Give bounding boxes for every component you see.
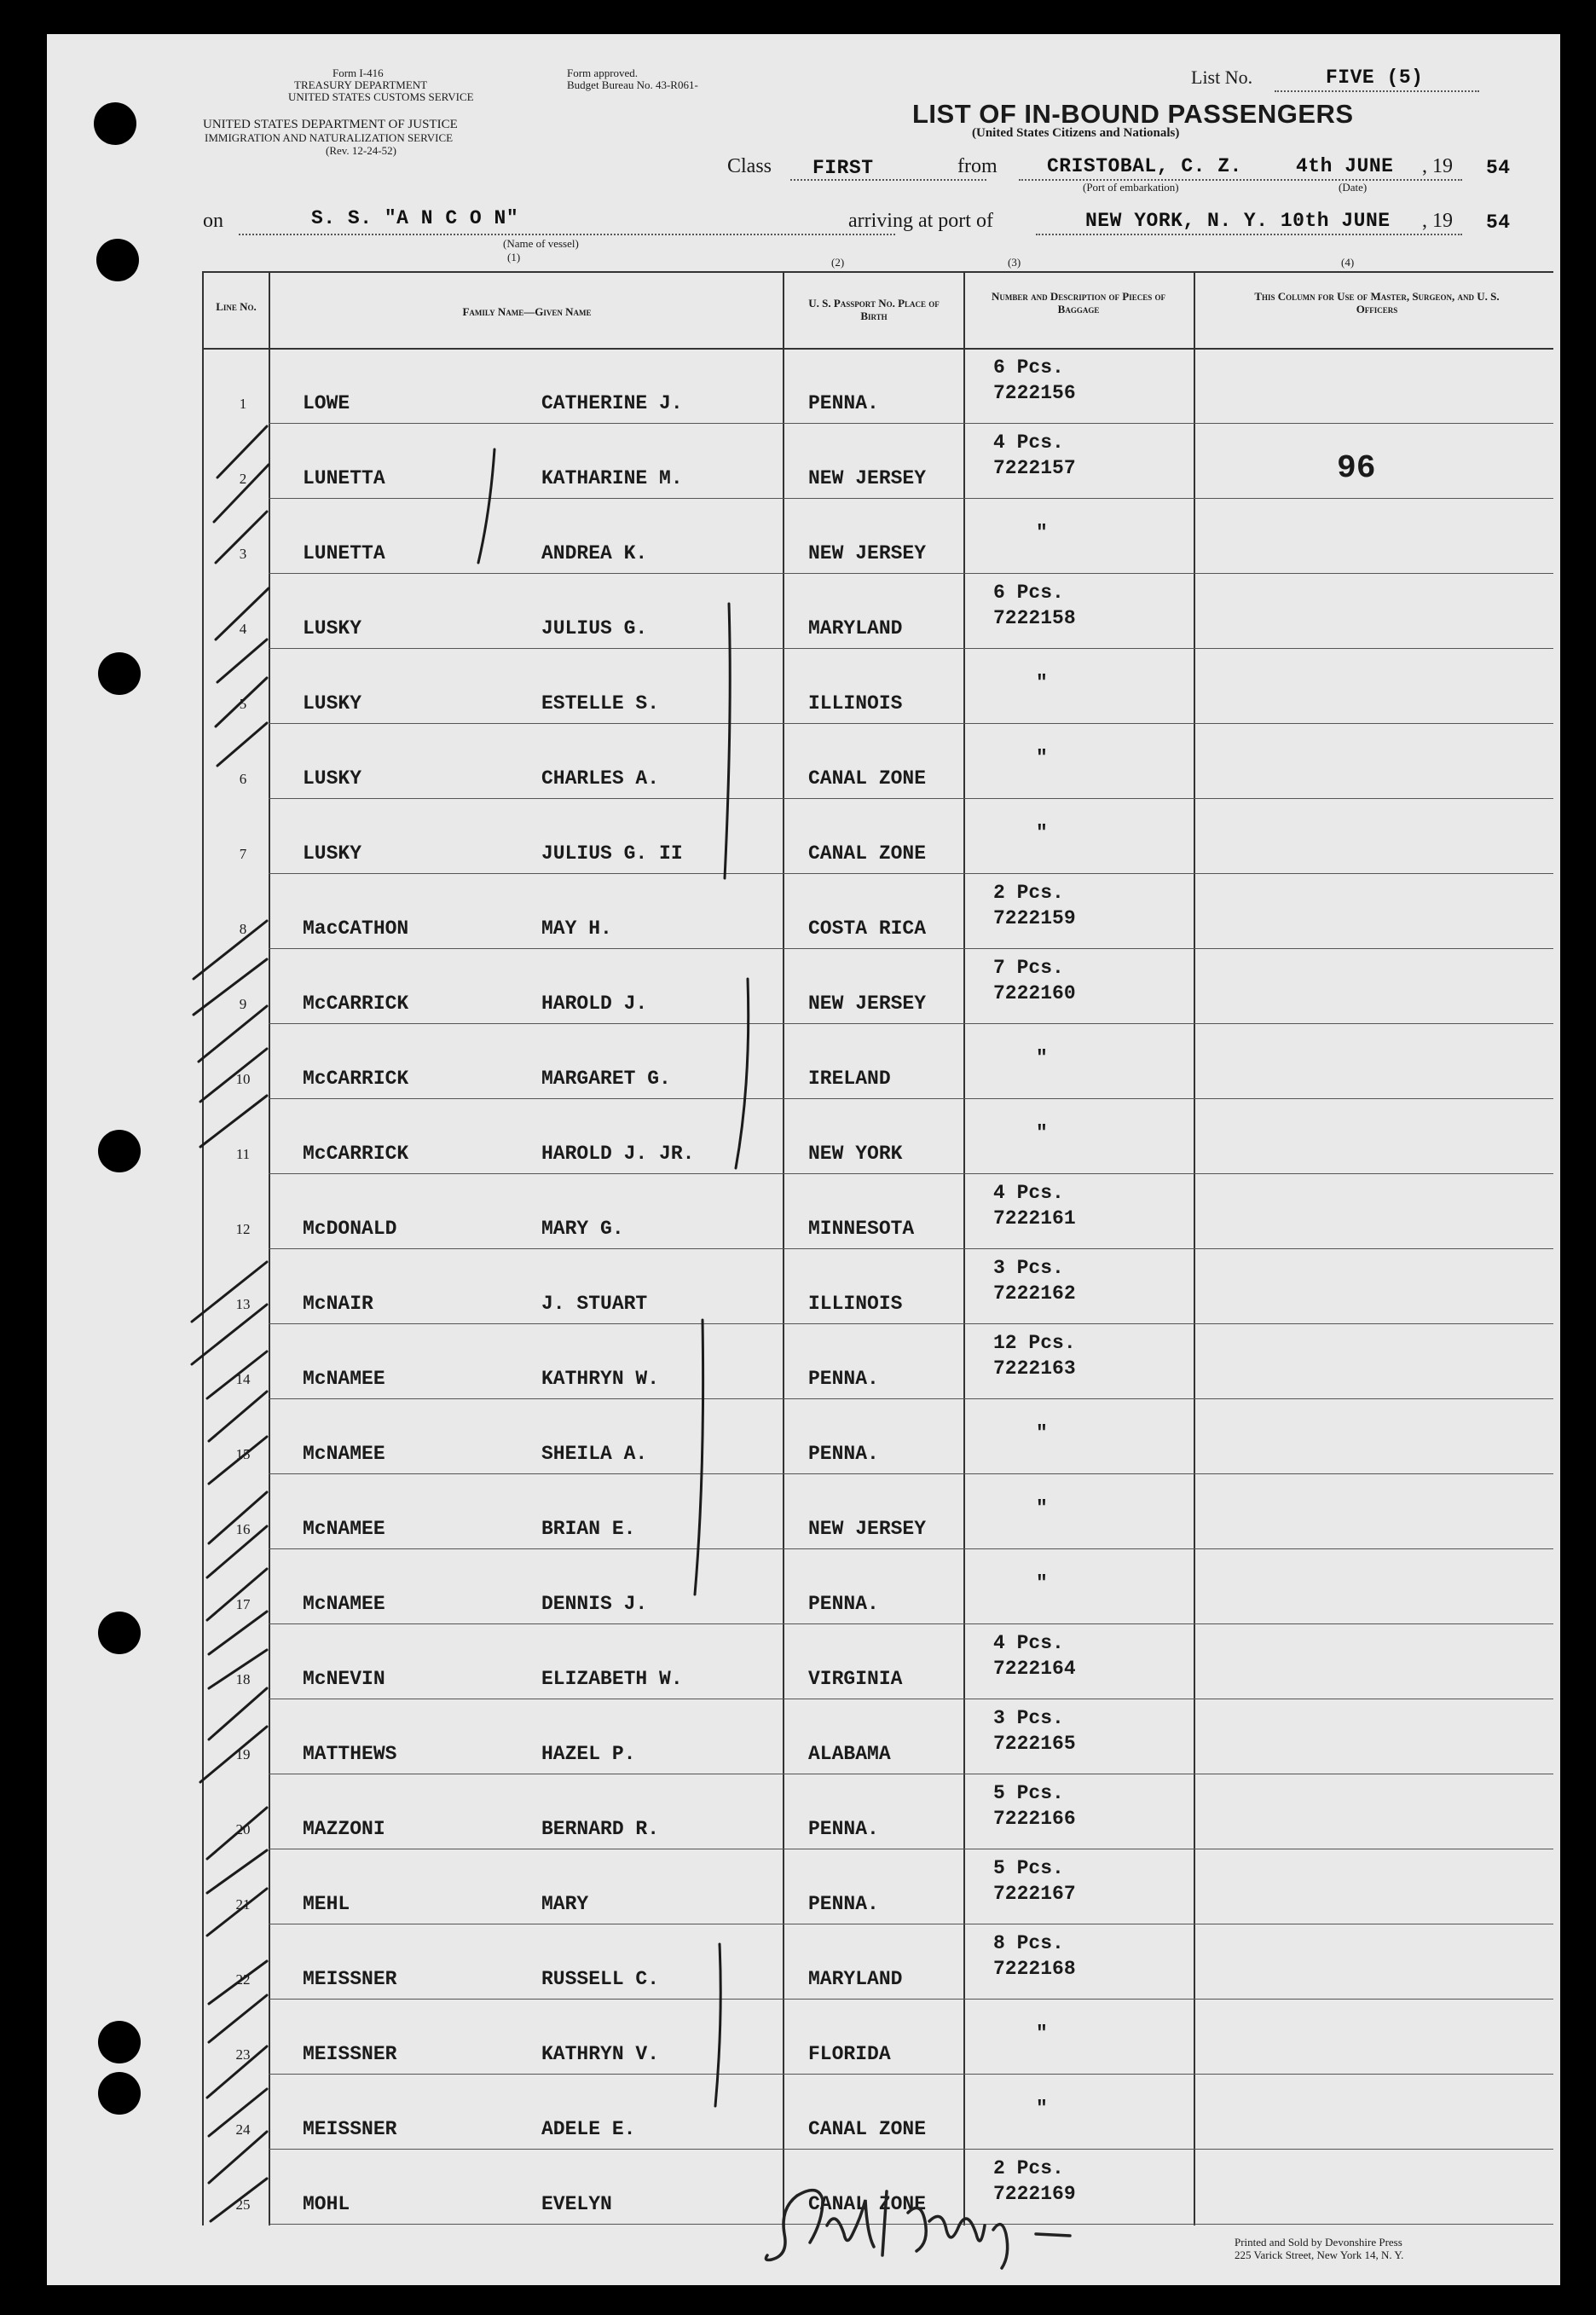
row-baggage-pieces: 3 Pcs.: [993, 1257, 1064, 1279]
row-family-name: LUNETTA: [303, 542, 385, 564]
row-place-of-birth: CANAL ZONE: [808, 767, 927, 790]
year-2: 54: [1486, 211, 1511, 234]
vessel-name: S. S. "A N C O N": [311, 207, 519, 229]
row-line-number: 24: [235, 2121, 251, 2138]
row-given-name: HAROLD J.: [541, 993, 648, 1015]
list-no-label: List No.: [1191, 67, 1253, 88]
row-baggage-ditto: ": [1036, 822, 1048, 844]
row-baggage-pieces: 5 Pcs.: [993, 1857, 1064, 1879]
row-place-of-birth: PENNA.: [808, 1443, 879, 1465]
row-line-number: 15: [235, 1446, 251, 1462]
row-family-name: LUNETTA: [303, 467, 385, 489]
row-line-number: 17: [235, 1596, 251, 1612]
row-line-number: 22: [235, 1971, 251, 1988]
officer-note: 96: [1337, 450, 1376, 487]
row-place-of-birth: VIRGINIA: [808, 1668, 903, 1690]
page-title: LIST OF IN-BOUND PASSENGERS: [912, 99, 1354, 129]
row-given-name: MAY H.: [541, 917, 612, 940]
row-line-number: 10: [235, 1071, 251, 1087]
row-family-name: MEISSNER: [303, 2043, 397, 2065]
row-baggage-pieces: 4 Pcs.: [993, 1632, 1064, 1654]
row-baggage-pieces: 3 Pcs.: [993, 1707, 1064, 1729]
header-line-no: Line No.: [216, 300, 257, 313]
header-passport: U. S. Passport No. Place of Birth: [808, 297, 940, 322]
row-line-number: 14: [235, 1371, 251, 1387]
row-family-name: MEHL: [303, 1893, 350, 1915]
row-baggage-ditto: ": [1036, 1422, 1048, 1444]
row-baggage-number: 7222166: [993, 1808, 1076, 1830]
printer-line-1: Printed and Sold by Devonshire Press: [1235, 2236, 1402, 2248]
row-baggage-ditto: ": [1036, 1122, 1048, 1144]
row-place-of-birth: MINNESOTA: [808, 1218, 915, 1240]
row-place-of-birth: MARYLAND: [808, 1968, 903, 1990]
row-line-number: 9: [239, 996, 247, 1012]
row-place-of-birth: PENNA.: [808, 392, 879, 414]
row-place-of-birth: CANAL ZONE: [808, 2118, 927, 2140]
header-name: Family Name—Given Name: [462, 305, 592, 318]
row-place-of-birth: ILLINOIS: [808, 1293, 903, 1315]
row-family-name: LOWE: [303, 392, 350, 414]
row-place-of-birth: CANAL ZONE: [808, 2193, 927, 2215]
date-caption: (Date): [1339, 181, 1368, 194]
row-place-of-birth: NEW YORK: [808, 1143, 903, 1165]
class-label: Class: [727, 155, 772, 177]
row-line-number: 20: [235, 1821, 251, 1838]
row-place-of-birth: ALABAMA: [808, 1743, 891, 1765]
row-family-name: LUSKY: [303, 842, 362, 865]
row-given-name: CATHERINE J.: [541, 392, 683, 414]
row-family-name: McCARRICK: [303, 1143, 409, 1165]
row-line-number: 21: [235, 1896, 251, 1913]
row-given-name: KATHRYN V.: [541, 2043, 660, 2065]
row-line-number: 16: [235, 1521, 251, 1537]
row-given-name: J. STUART: [541, 1293, 648, 1315]
row-family-name: McCARRICK: [303, 1068, 409, 1090]
row-baggage-pieces: 5 Pcs.: [993, 1782, 1064, 1804]
row-family-name: MAZZONI: [303, 1818, 385, 1840]
row-family-name: McNAMEE: [303, 1518, 385, 1540]
row-baggage-number: 7222157: [993, 457, 1076, 479]
port-embarkation: CRISTOBAL, C. Z.: [1047, 155, 1242, 177]
row-place-of-birth: ILLINOIS: [808, 692, 903, 715]
row-given-name: JULIUS G.: [541, 617, 648, 640]
row-baggage-pieces: 12 Pcs.: [993, 1332, 1076, 1354]
row-line-number: 11: [235, 1146, 251, 1162]
row-baggage-number: 7222165: [993, 1733, 1076, 1755]
row-family-name: McDONALD: [303, 1218, 397, 1240]
header-officers: This Column for Use of Master, Surgeon, and U. S. Officers: [1254, 290, 1500, 315]
row-place-of-birth: FLORIDA: [808, 2043, 891, 2065]
row-baggage-pieces: 8 Pcs.: [993, 1932, 1064, 1954]
row-line-number: 1: [239, 396, 247, 412]
header-baggage: Number and Description of Pieces of Baggage: [992, 290, 1165, 315]
arriving-label: arriving at port of: [848, 210, 993, 232]
row-given-name: MARY: [541, 1893, 589, 1915]
row-baggage-pieces: 2 Pcs.: [993, 882, 1064, 904]
justice-dept: UNITED STATES DEPARTMENT OF JUSTICE: [203, 118, 458, 131]
signature: [746, 2174, 1189, 2277]
row-given-name: HAROLD J. JR.: [541, 1143, 695, 1165]
row-place-of-birth: PENNA.: [808, 1818, 879, 1840]
row-line-number: 23: [235, 2046, 251, 2063]
vessel-caption: (Name of vessel): [503, 237, 579, 250]
row-family-name: McNAMEE: [303, 1368, 385, 1390]
row-place-of-birth: NEW JERSEY: [808, 993, 927, 1015]
row-baggage-ditto: ": [1036, 1572, 1048, 1594]
row-baggage-pieces: 2 Pcs.: [993, 2157, 1064, 2179]
row-given-name: BERNARD R.: [541, 1818, 660, 1840]
pen-check-marks: [47, 34, 1560, 2285]
form-number: Form I-416: [332, 67, 384, 79]
row-baggage-number: 7222159: [993, 907, 1076, 929]
on-label: on: [203, 210, 223, 232]
row-baggage-ditto: ": [1036, 2023, 1048, 2045]
row-given-name: ESTELLE S.: [541, 692, 660, 715]
row-given-name: HAZEL P.: [541, 1743, 636, 1765]
row-given-name: ELIZABETH W.: [541, 1668, 683, 1690]
row-family-name: MOHL: [303, 2193, 350, 2215]
row-given-name: EVELYN: [541, 2193, 612, 2215]
row-line-number: 25: [235, 2196, 251, 2213]
row-baggage-number: 7222164: [993, 1658, 1076, 1680]
row-given-name: KATHARINE M.: [541, 467, 683, 489]
embark-date: 4th JUNE: [1296, 155, 1394, 177]
row-given-name: ADELE E.: [541, 2118, 636, 2140]
row-line-number: 4: [239, 621, 247, 637]
row-family-name: LUSKY: [303, 767, 362, 790]
row-given-name: ANDREA K.: [541, 542, 648, 564]
row-line-number: 13: [235, 1296, 251, 1312]
col-num-2: (2): [831, 256, 845, 269]
row-place-of-birth: MARYLAND: [808, 617, 903, 640]
year-1: 54: [1486, 157, 1511, 179]
row-baggage-number: 7222168: [993, 1958, 1076, 1980]
row-baggage-ditto: ": [1036, 1047, 1048, 1069]
revision: (Rev. 12-24-52): [326, 144, 396, 157]
row-line-number: 3: [239, 546, 247, 562]
row-place-of-birth: NEW JERSEY: [808, 467, 927, 489]
row-baggage-ditto: ": [1036, 747, 1048, 769]
row-family-name: MATTHEWS: [303, 1743, 397, 1765]
row-line-number: 6: [239, 771, 247, 787]
row-family-name: LUSKY: [303, 692, 362, 715]
row-family-name: McNAMEE: [303, 1443, 385, 1465]
row-baggage-pieces: 6 Pcs.: [993, 582, 1064, 604]
row-baggage-number: 7222161: [993, 1207, 1076, 1230]
row-line-number: 2: [239, 471, 247, 487]
col-num-4: (4): [1341, 256, 1355, 269]
class-value: FIRST: [812, 157, 874, 179]
row-baggage-ditto: ": [1036, 1497, 1048, 1519]
arrival-port: NEW YORK, N. Y. 10th JUNE: [1085, 210, 1391, 232]
row-place-of-birth: COSTA RICA: [808, 917, 927, 940]
row-line-number: 18: [235, 1671, 251, 1687]
row-given-name: SHEILA A.: [541, 1443, 648, 1465]
row-place-of-birth: PENNA.: [808, 1893, 879, 1915]
row-line-number: 7: [239, 846, 247, 862]
row-baggage-number: 7222156: [993, 382, 1076, 404]
row-family-name: McNAMEE: [303, 1593, 385, 1615]
year-prefix-1: , 19: [1422, 155, 1453, 177]
row-family-name: McNEVIN: [303, 1668, 385, 1690]
row-baggage-number: 7222163: [993, 1357, 1076, 1380]
budget-bureau: Budget Bureau No. 43-R061-: [567, 78, 698, 91]
row-baggage-number: 7222160: [993, 982, 1076, 1004]
row-family-name: MEISSNER: [303, 1968, 397, 1990]
row-given-name: DENNIS J.: [541, 1593, 648, 1615]
row-place-of-birth: NEW JERSEY: [808, 542, 927, 564]
row-given-name: CHARLES A.: [541, 767, 660, 790]
row-family-name: MEISSNER: [303, 2118, 397, 2140]
row-baggage-number: 7222162: [993, 1282, 1076, 1305]
customs-service: UNITED STATES CUSTOMS SERVICE: [288, 90, 474, 103]
port-embark-caption: (Port of embarkation): [1083, 181, 1179, 194]
row-given-name: JULIUS G. II: [541, 842, 683, 865]
row-baggage-pieces: 4 Pcs.: [993, 1182, 1064, 1204]
row-family-name: LUSKY: [303, 617, 362, 640]
row-line-number: 19: [235, 1746, 251, 1762]
row-family-name: MacCATHON: [303, 917, 409, 940]
row-place-of-birth: PENNA.: [808, 1593, 879, 1615]
ins-service: IMMIGRATION AND NATURALIZATION SERVICE: [205, 131, 454, 144]
row-baggage-number: 7222158: [993, 607, 1076, 629]
treasury-dept: TREASURY DEPARTMENT: [294, 78, 428, 91]
row-given-name: KATHRYN W.: [541, 1368, 660, 1390]
row-line-number: 5: [239, 696, 247, 712]
row-baggage-ditto: ": [1036, 672, 1048, 694]
printer-line-2: 225 Varick Street, New York 14, N. Y.: [1235, 2248, 1404, 2261]
row-family-name: McCARRICK: [303, 993, 409, 1015]
col-num-3: (3): [1008, 256, 1021, 269]
row-baggage-number: 7222167: [993, 1883, 1076, 1905]
row-given-name: MARY G.: [541, 1218, 624, 1240]
from-label: from: [957, 155, 998, 177]
row-baggage-ditto: ": [1036, 522, 1048, 544]
year-prefix-2: , 19: [1422, 210, 1453, 232]
row-line-number: 8: [239, 921, 247, 937]
row-family-name: McNAIR: [303, 1293, 373, 1315]
form-page: [47, 34, 1560, 2285]
page-subtitle: (United States Citizens and Nationals): [972, 126, 1180, 140]
row-baggage-pieces: 4 Pcs.: [993, 431, 1064, 454]
col-num-1: (1): [507, 251, 521, 263]
row-place-of-birth: NEW JERSEY: [808, 1518, 927, 1540]
row-baggage-number: 7222169: [993, 2183, 1076, 2205]
form-approved: Form approved.: [567, 67, 639, 79]
row-given-name: RUSSELL C.: [541, 1968, 660, 1990]
row-place-of-birth: CANAL ZONE: [808, 842, 927, 865]
row-place-of-birth: IRELAND: [808, 1068, 891, 1090]
row-given-name: MARGARET G.: [541, 1068, 671, 1090]
row-baggage-ditto: ": [1036, 2098, 1048, 2120]
row-baggage-pieces: 7 Pcs.: [993, 957, 1064, 979]
row-place-of-birth: PENNA.: [808, 1368, 879, 1390]
list-no-value: FIVE (5): [1326, 67, 1424, 89]
row-baggage-pieces: 6 Pcs.: [993, 356, 1064, 379]
row-line-number: 12: [235, 1221, 251, 1237]
row-given-name: BRIAN E.: [541, 1518, 636, 1540]
